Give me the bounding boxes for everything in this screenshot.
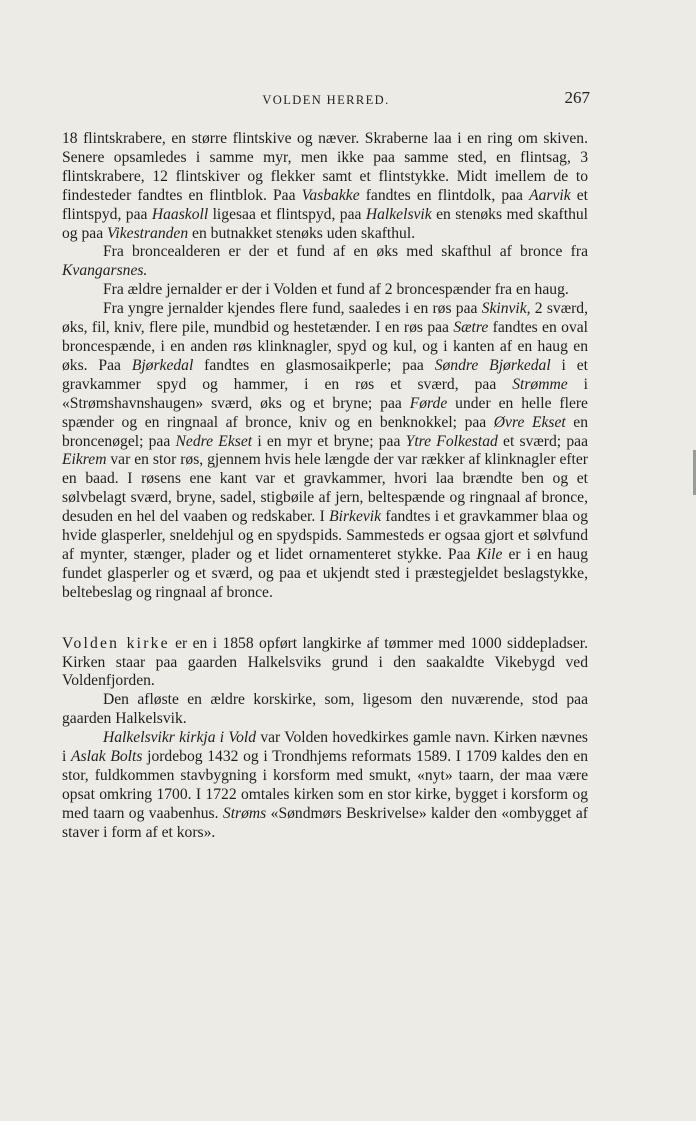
- section-heading: Volden kirke: [62, 634, 170, 652]
- place-name: Øvre Ekset: [493, 413, 566, 431]
- text-run: «Søndmørs Beskrivelse» kalder den «ombygget af staver i form af et kors».: [62, 804, 588, 841]
- paragraph-bronze-age: [62, 243, 588, 281]
- place-name: Førde: [409, 394, 448, 412]
- text-run: et sværd; paa: [497, 432, 589, 450]
- text-run: Fra broncealderen er der et fund af en øks med skafthul af bronce fra: [103, 243, 588, 261]
- text-run: var en stor røs, gjennem hvis hele længde der var rækker af klinknagler efter en baad. I røsens ene kant var et gravkammer, hvori laa brændte ben og et sølvbelagt sværd, bryne, sadel, stigbøile af jern, beltespænde og ringnaal af bronce, desuden en hel del vaaben og redskaber. I: [62, 451, 588, 526]
- person-name: Aslak Bolts: [71, 748, 143, 766]
- running-head: VOLDEN HERRED.: [262, 93, 390, 107]
- text-run: i «Strømshavnshaugen» sværd, øks og et bryne; paa: [62, 375, 589, 412]
- paragraph-late-iron-age: [62, 300, 588, 603]
- text-run: i en myr et bryne; paa: [252, 432, 406, 450]
- paragraph-flint-finds: [62, 130, 588, 243]
- place-name: Sætre: [453, 319, 489, 337]
- place-name: Søndre Bjørkedal: [434, 356, 551, 374]
- text-run: ligesaa et flintspyd, paa: [208, 205, 366, 223]
- place-name: Vasbakke: [301, 186, 360, 204]
- place-name: Halkelsvik: [365, 205, 432, 223]
- page-header: [62, 88, 590, 112]
- place-name: Eikrem: [62, 451, 107, 469]
- text-run: fandtes en oval broncespænde, i en anden røs klinknagler, spyd og kul, og i kanten af en haug en øks. Paa: [62, 319, 588, 374]
- place-name: Bjørkedal: [131, 356, 194, 374]
- person-name: Strøms: [222, 804, 267, 822]
- paragraph-older-church: [62, 691, 588, 729]
- text-run: jordebog 1432 og i Trondhjems reformats 1589. I 1709 kaldes den en stor, fuldkommen stavbygning i korsform med smukt, «nyt» taarn, der maa være opsat omkring 1700. I 1722 omtales kirken som en stor kirke, bygget i korsform og med taarn og vaabenhus.: [62, 748, 589, 822]
- text-run: en butnakket stenøks uden skafthul.: [188, 224, 416, 242]
- paragraph-church-history: [62, 729, 588, 842]
- text-run: Fra ældre jernalder er der i Volden et fund af 2 broncespænder fra en haug.: [103, 281, 569, 299]
- text-run: Den afløste en ældre korskirke, som, ligesom den nuværende, stod paa gaarden Halkelsvik.: [62, 691, 588, 728]
- place-name: Aarvik: [529, 186, 571, 204]
- text-run: en stenøks med skafthul og paa: [62, 205, 589, 242]
- church-name: Halkelsvikr kirkja i Vold: [103, 729, 257, 747]
- text-run: var Volden hovedkirkes gamle navn. Kirken nævnes i: [62, 729, 588, 766]
- body-text: [62, 130, 588, 843]
- text-run: en broncenøgel; paa: [62, 413, 589, 450]
- place-name: Strømme: [512, 375, 568, 393]
- place-name: Haaskoll: [151, 205, 209, 223]
- paragraph-volden-church: [62, 635, 588, 692]
- text-run: fandtes i et gravkammer blaa og hvide glasperler, sneldehjul og en spydspids. Sammesteds er ogsaa gjort et sølvfund af mynter, stænger, plader og et lidet ornamenteret stykke. Paa: [62, 508, 588, 563]
- place-name: Birkevik: [329, 508, 382, 526]
- text-run: under en helle flere spænder og en ringnaal af bronce, kniv og en benknokkel; paa: [62, 394, 588, 431]
- place-name: Nedre Ekset: [175, 432, 253, 450]
- page-number: 267: [564, 88, 590, 107]
- text-run: er en i 1858 opført langkirke af tømmer med 1000 siddepladser. Kirken staar paa gaarden Halkelsviks grund i den saakaldte Vikebygd ved Voldenfjorden.: [62, 634, 589, 690]
- text-run: 18 flintskrabere, en større flintskive og næver. Skraberne laa i en ring om skiven. Senere opsamledes i samme myr, men ikke paa samme sted, en flintsag, 3 flintskrabere, 12 flintskiver og flekker samt et flintstykke. Midt imellem de to findesteder fandtes en flintblok. Paa: [62, 130, 588, 204]
- place-name: Vikestranden: [107, 224, 189, 242]
- text-run: fandtes en glasmosaikperle; paa: [193, 356, 435, 374]
- text-run: er i en haug fundet glasperler og et sværd, og paa et ukjendt sted i præstegjeldet beslagstykke, beltebeslag og ringnaal af bronce.: [62, 545, 588, 601]
- text-run: i et gravkammer spyd og hammer, i en røs et sværd, paa: [62, 356, 588, 393]
- place-name: Kvangarsnes.: [62, 262, 148, 280]
- paragraph-early-iron-age: [62, 281, 588, 300]
- place-name: Kile: [476, 545, 503, 563]
- text-run: 2 sværd, øks, fil, kniv, flere pile, mundbid og hestetænder. I en røs paa: [62, 300, 588, 337]
- section-gap: [62, 603, 588, 635]
- text-run: Fra yngre jernalder kjendes flere fund, saaledes i en røs paa: [103, 300, 482, 318]
- place-name: Ytre Folkestad: [405, 432, 498, 450]
- text-run: et flintspyd, paa: [62, 186, 588, 223]
- text-run: fandtes en flintdolk, paa: [359, 186, 530, 204]
- place-name: Skinvik,: [481, 300, 531, 318]
